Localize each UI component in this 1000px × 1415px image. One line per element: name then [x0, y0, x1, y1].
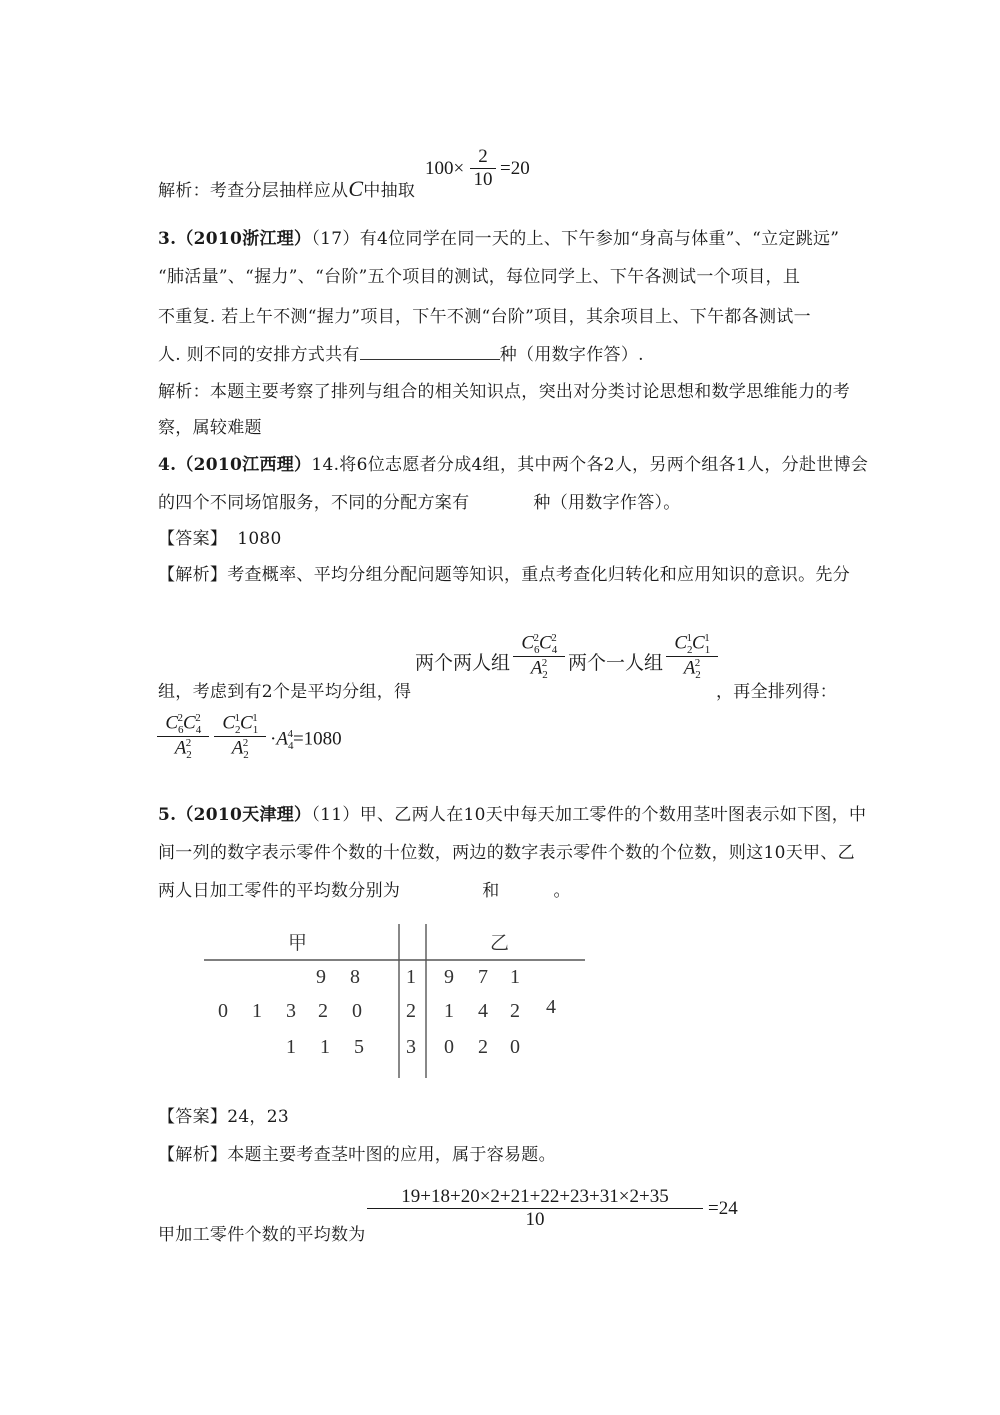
analysis-suffix: 中抽取 — [363, 181, 416, 201]
mean-result: =24 — [708, 1198, 738, 1219]
q4-text-3: 种（用数字作答）。 — [533, 493, 681, 513]
final-fraction-2 — [214, 712, 266, 761]
final-result: =1080 — [292, 728, 342, 750]
q3-line-4 — [158, 340, 644, 365]
formula-left: 100× — [425, 158, 465, 179]
q5-analysis: 【解析】本题主要考查茎叶图的应用，属于容易题。 — [158, 1145, 556, 1165]
analysis-prefix: 解析：考查分层抽样应从 — [158, 181, 349, 201]
stem-value: 2 — [406, 1000, 416, 1022]
header-yi: 乙 — [490, 932, 510, 954]
left-leaf: 5 — [354, 1036, 364, 1058]
q3-text-1: （17）有4位同学在同一天的上、下午参加“身高与体重”、“立定跳远” — [311, 229, 840, 249]
left-leaf: 9 — [316, 966, 326, 988]
var-c: C — [348, 176, 364, 201]
q5-line-1 — [158, 800, 866, 825]
left-leaf: 2 — [318, 1000, 328, 1022]
q5-text-1: （11）甲、乙两人在10天中每天加工零件的个数用茎叶图表示如下图，中 — [311, 805, 867, 825]
group-fraction-2 — [666, 632, 718, 681]
q4-line-2 — [158, 488, 681, 513]
final-frac-2-num: $C_2^1C_1^1$ — [222, 712, 259, 737]
stem-value: 1 — [406, 966, 416, 988]
q5-answer: 【答案】24，23 — [158, 1107, 289, 1127]
group-frac-2-num: $C_2^1C_1^1$ — [674, 632, 711, 657]
fraction-num: 2 — [478, 146, 488, 167]
q3-text-4: 人. 则不同的安排方式共有 — [158, 345, 360, 365]
q3-line-3: 不重复. 若上午不测“握力”项目，下午不测“台阶”项目，其余项目上、下午都各测试一 — [158, 307, 811, 327]
q5-text-5: 。 — [553, 881, 571, 901]
q5-text-4: 和 — [482, 881, 500, 901]
left-leaf: 1 — [320, 1036, 330, 1058]
q3-line-1 — [158, 224, 839, 249]
analysis-line-1 — [158, 176, 415, 202]
q4-tag: 4.（2010江西理） — [158, 455, 312, 475]
answer-label: 【答案】 — [158, 529, 228, 549]
right-leaf: 2 — [510, 1000, 520, 1022]
fraction-den: 10 — [473, 169, 493, 190]
q4-analysis: 【解析】考查概率、平均分组分配问题等知识，重点考查化归转化和应用知识的意识。先分 — [158, 565, 850, 585]
q5-line-2: 间一列的数字表示零件个数的十位数，两边的数字表示零件个数的个位数，则这10天甲、乙 — [158, 843, 855, 863]
q5-tag: 5.（2010天津理） — [158, 805, 312, 825]
final-frac-2-den: $A_2^2$ — [231, 737, 249, 762]
left-leaf: 1 — [252, 1000, 262, 1022]
stem-value: 3 — [406, 1036, 416, 1058]
formula-result: =20 — [500, 158, 530, 179]
right-leaf: 4 — [478, 1000, 488, 1022]
formula-fraction — [470, 146, 496, 191]
right-leaf: 9 — [444, 966, 454, 988]
q4-line-b: ，再全排列得： — [716, 682, 838, 702]
q4-line-a: 组，考虑到有2个是平均分组，得 — [158, 682, 412, 702]
right-leaf: 1 — [510, 966, 520, 988]
group-text-2: 两个一人组 — [568, 652, 664, 674]
q3-line-2: “肺活量”、“握力”、“台阶”五个项目的测试，每位同学上、下午各测试一个项目，且 — [158, 267, 801, 287]
mean-fraction — [367, 1186, 703, 1231]
q3-text-5: 种（用数字作答）. — [499, 345, 644, 365]
left-leaf: 0 — [218, 1000, 228, 1022]
group-frac-1-num: $C_6^2C_4^2$ — [521, 632, 558, 657]
final-frac-1-num: $C_6^2C_4^2$ — [165, 712, 202, 737]
left-leaf: 3 — [286, 1000, 296, 1022]
left-leaf: 8 — [350, 966, 360, 988]
group-frac-2-den: $A_2^2$ — [683, 657, 701, 682]
formula-right — [500, 158, 530, 180]
final-frac-1-den: $A_2^2$ — [174, 737, 192, 762]
right-leaf: 0 — [510, 1036, 520, 1058]
q3-analysis-2: 察，属较难题 — [158, 418, 262, 438]
left-leaf: 0 — [352, 1000, 362, 1022]
formula-100 — [425, 158, 464, 180]
group-fraction-1 — [513, 632, 565, 681]
q3-analysis-1: 解析：本题主要考察了排列与组合的相关知识点，突出对分类讨论思想和数学思维能力的考 — [158, 382, 850, 402]
stem-leaf-plot — [200, 918, 600, 1083]
header-jia: 甲 — [288, 932, 308, 954]
q5-text-3: 两人日加工零件的平均数分别为 — [158, 881, 401, 901]
answer-value: 1080 — [237, 529, 282, 549]
q5-line-3 — [158, 876, 571, 901]
answer-blank — [360, 345, 500, 360]
mean-label: 甲加工零件个数的平均数为 — [158, 1225, 366, 1245]
right-leaf: 7 — [478, 966, 488, 988]
group-frac-1-den: $A_2^2$ — [530, 657, 548, 682]
q4-text-2: 的四个不同场馆服务，不同的分配方案有 — [158, 493, 470, 513]
group-text-1: 两个两人组 — [415, 652, 511, 674]
right-leaf: 0 — [444, 1036, 454, 1058]
q4-answer — [158, 524, 282, 549]
q4-text-1: 14.将6位志愿者分成4组，其中两个各2人，另两个组各1人，分赴世博会 — [311, 455, 869, 475]
mean-denominator: 10 — [525, 1209, 545, 1230]
right-leaf: 1 — [444, 1000, 454, 1022]
final-perm: $\cdot A_4^4=1080$ — [270, 728, 342, 753]
final-fraction-1 — [157, 712, 209, 761]
left-leaf: 1 — [286, 1036, 296, 1058]
q4-line-1 — [158, 450, 868, 475]
right-leaf: 4 — [546, 996, 556, 1018]
mean-numerator: 19+18+20×2+21+22+23+31×2+35 — [401, 1186, 669, 1207]
right-leaf: 2 — [478, 1036, 488, 1058]
q3-tag: 3.（2010浙江理） — [158, 229, 312, 249]
